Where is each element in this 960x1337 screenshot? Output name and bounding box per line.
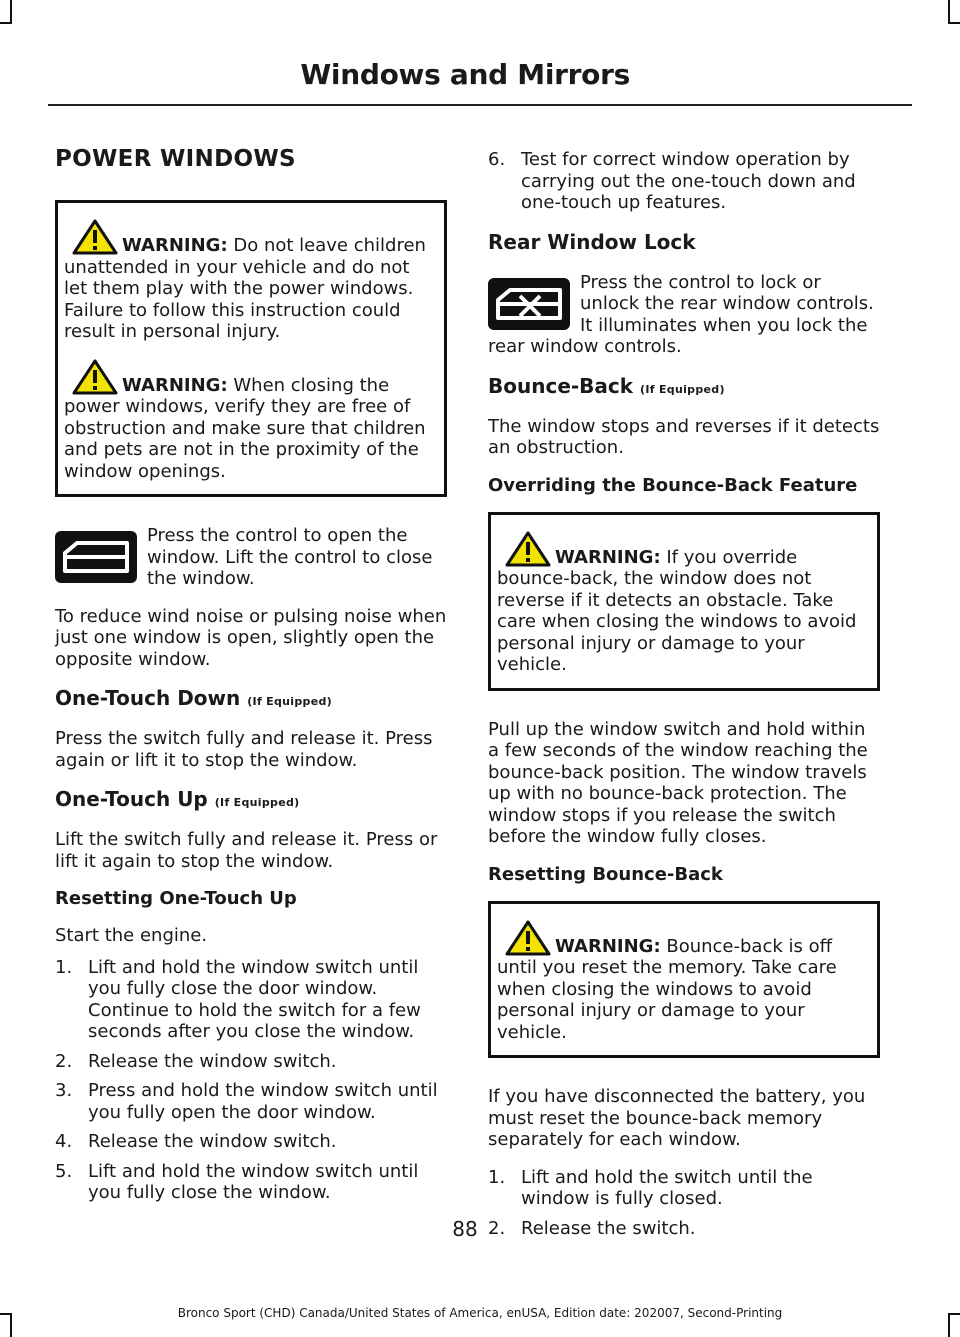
control-text: Press the control to open the window. Lift the control to close the window. <box>147 525 433 589</box>
footer-edition-info: Bronco Sport (CHD) Canada/United States of America, enUSA, Edition date: 202007, Second-Printing <box>177 1306 783 1320</box>
step-number: 2. <box>55 1050 73 1072</box>
bounce-back-text: The window stops and reverses if it detects an obstruction. <box>488 415 880 458</box>
warning-triangle-icon <box>72 359 118 395</box>
step-text: Test for correct window operation by carrying out the one-touch down and one-touch up features. <box>521 149 856 213</box>
page-number: 88 <box>452 1217 478 1241</box>
equipped-note: (If Equipped) <box>247 695 332 708</box>
list-item <box>488 149 880 214</box>
continued-steps <box>488 149 880 214</box>
one-touch-up-heading <box>55 787 447 811</box>
warning-text: When closing the power windows, verify they are free of obstruction and make sure that children and pets are not in the proximity of the window openings. <box>64 374 426 482</box>
warning-label: WARNING: <box>122 235 228 256</box>
wind-noise-text: To reduce wind noise or pulsing noise when just one window is open, slightly open the opposite window. <box>55 605 447 670</box>
warning-box <box>488 512 880 691</box>
resetting-steps <box>55 957 447 1204</box>
window-control-instruction <box>55 525 447 590</box>
crop-mark <box>0 22 12 24</box>
list-item <box>55 1131 447 1153</box>
warning-text: If you override bounce-back, the window does not reverse if it detects an obstacle. Take care when closing the windows to avoid personal injury or damage to your vehicle. <box>497 546 857 675</box>
step-number: 1. <box>488 1166 506 1188</box>
equipped-note: (If Equipped) <box>640 382 725 396</box>
crop-mark <box>948 0 950 22</box>
warning-text: Do not leave children unattended in your vehicle and do not let them play with the power windows. Failure to follow this instruction could result in personal injury. <box>64 235 426 342</box>
step-number: 6. <box>488 149 506 170</box>
resetting-intro: Start the engine. <box>55 925 208 946</box>
page-title: Windows and Mirrors <box>300 58 630 91</box>
one-touch-up-text: Lift the switch fully and release it. Press or lift it again to stop the window. <box>55 829 438 872</box>
step-number: 3. <box>55 1080 73 1101</box>
heading-text: One-Touch Down <box>55 686 241 710</box>
warning-paragraph <box>497 531 871 676</box>
bounce-back-heading <box>488 374 880 398</box>
warning-label: WARNING: <box>122 374 228 396</box>
step-number: 4. <box>55 1131 73 1152</box>
warning-text: Bounce-back is off until you reset the memory. Take care when closing the windows to avoid personal injury or damage to your vehicle. <box>497 935 837 1043</box>
warning-triangle-icon <box>505 920 551 956</box>
warning-label: WARNING: <box>555 546 661 568</box>
step-text: Release the window switch. <box>88 1050 337 1072</box>
heading-text: Bounce-Back <box>488 373 634 398</box>
rear-lock-instruction <box>488 272 880 358</box>
step-text: Release the window switch. <box>88 1131 337 1152</box>
window-switch-icon <box>55 531 137 583</box>
warning-paragraph <box>64 359 438 483</box>
warning-paragraph <box>64 219 438 343</box>
resetting-one-touch-heading: Resetting One-Touch Up <box>55 888 297 909</box>
crop-mark <box>10 0 12 22</box>
warning-paragraph <box>497 920 871 1044</box>
step-number: 1. <box>55 956 73 978</box>
step-text: Lift and hold the window switch until you fully close the door window. Continue to hold the switch for a few seconds after you close the window. <box>88 956 421 1042</box>
overriding-heading: Overriding the Bounce-Back Feature <box>488 474 858 496</box>
list-item <box>55 1080 447 1123</box>
warning-label: WARNING: <box>555 935 661 957</box>
list-item <box>55 957 447 1043</box>
list-item <box>55 1161 447 1204</box>
overriding-text: Pull up the window switch and hold within a few seconds of the window reaching the bounce-back position. The window travels up with no bounce-back protection. The window stops if you release the switch before the window fully closes. <box>488 718 868 847</box>
resetting-bounce-back-heading: Resetting Bounce-Back <box>488 863 723 885</box>
step-number: 2. <box>488 1217 506 1239</box>
list-item <box>488 1167 880 1210</box>
section-title: POWER WINDOWS <box>55 146 296 172</box>
warning-box <box>55 200 447 497</box>
reset-memory-text: If you have disconnected the battery, you must reset the bounce-back memory separately for each window. <box>488 1086 866 1150</box>
header-divider <box>48 104 912 106</box>
crop-mark <box>948 22 960 24</box>
rear-window-lock-icon <box>488 278 570 330</box>
right-column <box>488 140 880 1247</box>
one-touch-down-text: Press the switch fully and release it. Press again or lift it to stop the window. <box>55 728 433 771</box>
step-text: Release the switch. <box>521 1217 696 1239</box>
warning-box <box>488 901 880 1059</box>
step-text: Lift and hold the window switch until you fully close the window. <box>88 1160 419 1203</box>
rear-window-lock-heading: Rear Window Lock <box>488 229 696 254</box>
one-touch-down-heading <box>55 686 447 710</box>
heading-text: One-Touch Up <box>55 787 208 811</box>
left-column <box>55 140 447 1212</box>
equipped-note: (If Equipped) <box>214 796 300 809</box>
list-item <box>55 1051 447 1073</box>
step-number: 5. <box>55 1160 73 1182</box>
warning-triangle-icon <box>72 219 118 255</box>
warning-triangle-icon <box>505 531 551 567</box>
step-text: Lift and hold the switch until the window is fully closed. <box>521 1166 813 1209</box>
rear-lock-text: Press the control to lock or unlock the rear window controls. It illuminates when you lock the rear window controls. <box>488 271 874 357</box>
step-text: Press and hold the window switch until you fully open the door window. <box>88 1080 438 1123</box>
